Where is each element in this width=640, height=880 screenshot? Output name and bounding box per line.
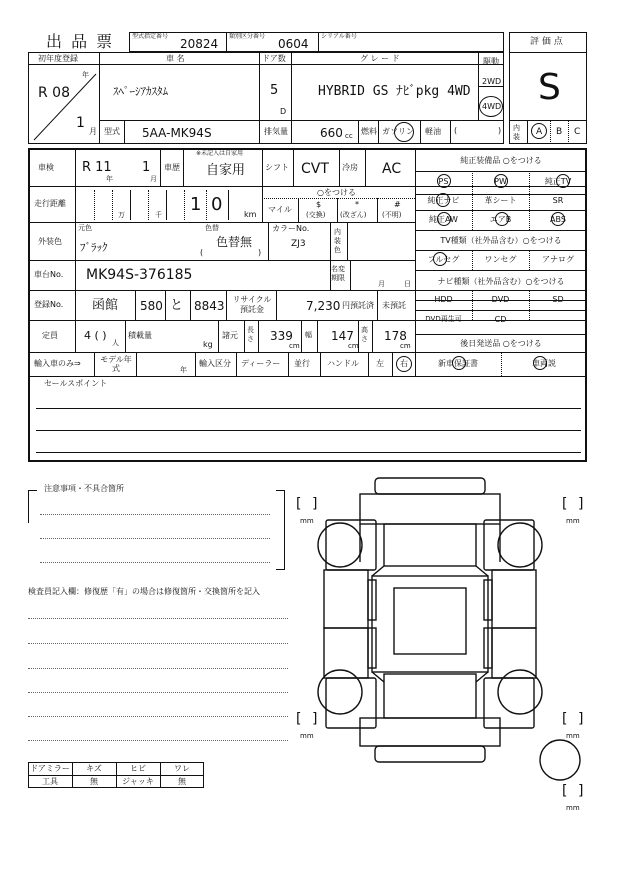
capacity-label: 定員 [42,331,58,340]
inspection-label: 車検 [38,163,54,172]
dim-label: 諸元 [222,331,238,340]
tire-fr-unit: mm [566,517,580,525]
length-value: 339 [270,329,293,343]
right-circle [396,356,412,372]
tire-fr-open: [ [562,496,568,512]
tamper-label: (改ざん) [340,211,367,219]
ac-label: 冷房 [342,163,358,172]
model-value: 5AA-MK94S [142,126,212,140]
history-label: 車歴 [164,163,180,172]
later-warranty-circle [452,356,466,370]
first-reg-label: 初年度登録 [38,54,78,63]
color-no-value: ZJ3 [291,239,306,249]
auth-number-label: 型式指定番号 [132,33,169,40]
import-label: 輸入車のみ⇒ [34,359,81,368]
mileage-unit: km [244,210,257,219]
tire-rr-unit: mm [566,732,580,740]
height-label: 高さ [361,326,368,343]
exchange-label: (交換) [306,211,326,219]
interior-b: B [556,127,563,137]
mileage-digit-2: 0 [211,194,223,215]
paren-open: ( [454,126,458,135]
mileage-sen: 千 [155,211,162,219]
drive-4wd-circle [479,96,503,117]
equip-ps-circle [437,174,451,188]
name-change-day: 日 [404,280,411,288]
navi-hdd: HDD [434,295,453,304]
interior-label: 内装 [513,124,520,141]
mileage-digit-1: 1 [190,194,202,215]
equip-tv-circle [556,174,570,188]
score-value: S [538,67,561,108]
mileage-man: 万 [118,211,125,219]
dealer-label: ディーラー [241,359,281,368]
tire-rr-open: [ [562,711,568,727]
mileage-circle-note: ○をつける [317,188,356,197]
recycle-value: 7,230 [306,299,341,313]
history-note: ※未記入は自家用 [196,150,244,157]
equip-genuine-aw: 純正AW [429,215,458,224]
first-reg-year-unit: 年 [82,71,89,79]
legend-scratch: キズ [86,764,102,773]
vin-value: MK94S-376185 [86,267,193,283]
length-unit: cm [289,342,300,350]
later-header: 後日発送品 ○をつける [460,339,542,348]
drive-4wd: 4WD [482,102,502,111]
paren-close: ) [498,126,502,135]
equip-abs: ABS [550,215,566,224]
serial-number-label: シリアル番号 [321,33,357,40]
exchange-symbol: $ [316,200,322,209]
import-class-label: 輸入区分 [199,359,231,368]
inspection-month-unit: 月 [150,175,157,183]
navi-sd: SD [552,295,564,304]
equip-sr: SR [552,196,564,205]
interior-a-circle [531,123,547,139]
navi-dvd-play: DVD再生可 [425,315,462,323]
plate-number: 8843 [194,299,225,313]
class-number-value: 0604 [278,37,309,51]
equip-abs-circle [551,212,565,226]
navi-header: ナビ種類（社外品含む）○をつける [437,277,565,286]
name-change-label: 名変期限 [331,265,345,282]
legend-jack: ジャッキ [122,777,154,786]
grade-label: グ レ ー ド [360,54,400,63]
score-label: 評 価 点 [530,37,563,47]
model-label: 型式 [104,127,120,136]
inspector-label: 検査員記入欄：修復歴「有」の場合は修復箇所・交換箇所を記入 [28,587,260,596]
load-label: 積載量 [128,331,152,340]
color-change-paren-close: ) [258,248,262,257]
parallel-label: 並行 [294,359,310,368]
form-title: 出 品 票 [46,32,115,51]
equip-ps: PS [438,177,449,186]
equip-airbag: エアB [489,215,512,224]
doors-label: ドア数 [262,54,286,63]
tv-fullseg: フルセグ [427,255,460,264]
tv-fullseg-circle [433,252,447,266]
width-unit: cm [348,342,359,350]
equip-genuine-navi: 純正ナビ [427,196,460,205]
genuine-header: 純正装備品 ○をつける [460,156,542,165]
equip-leather: 革シート [484,196,517,205]
mile-label: マイル [268,205,292,214]
car-name-value: ｽﾍﾟｰｼｱｶｽﾀﾑ [113,85,168,98]
exterior-label: 外装色 [38,237,62,246]
grade-value: HYBRID GS ﾅﾋﾞpkg 4WD [318,84,471,99]
fuel-gasoline-circle [394,122,414,142]
capacity-unit: 人 [112,339,119,347]
tire-fl-unit: mm [300,517,314,525]
color-no-label: カラーNo. [272,224,310,233]
doors-value: 5 [270,83,279,98]
fuel-value: ガソリン [382,127,414,136]
left-label: 左 [376,359,384,368]
doors-suffix: D [280,107,287,116]
length-label: 長さ [247,326,254,343]
handle-label: ハンドル [327,359,359,368]
equip-airbag-circle [495,212,509,226]
history-value: 自家用 [206,163,246,178]
plate-class: 580 [140,299,163,313]
tire-fl-close: ] [312,496,318,512]
interior-color-label: 内装色 [334,228,341,254]
color-change-value: 色替無 [216,235,253,249]
color-change-label: 色替 [205,224,219,232]
legend-jack-value: 無 [178,777,186,786]
inspection-month: 1 [142,160,151,175]
ac-value: AC [382,161,402,177]
tire-spare-open: [ [562,783,568,799]
inspection-year: R 11 [82,160,112,175]
legend-door-mirror: ドアミラー [30,764,70,773]
fuel-label: 燃料 [361,127,377,136]
plate-area: 函館 [92,298,119,313]
caution-label: 注意事項・不具合箇所 [44,484,124,493]
drive-label: 駆動 [483,57,499,66]
original-color-value: ﾌﾞﾗｯｸ [80,241,108,254]
navi-dvd: DVD [491,295,510,304]
legend-break: ワレ [174,764,190,773]
plate-kana: と [170,298,184,313]
model-year-label: モデル年式 [100,355,132,373]
tire-rl-open: [ [296,711,302,727]
tire-rl-unit: mm [300,732,314,740]
car-name-label: 車 名 [166,54,185,63]
tire-rl-close: ] [312,711,318,727]
recycle-label: リサイクル預託金 [232,295,272,314]
width-value: 147 [331,329,354,343]
shift-label: シフト [265,163,289,172]
capacity-value: 4 ( ) [84,329,107,342]
tamper-symbol: * [355,200,359,209]
unknown-label: (不明) [382,211,402,219]
sales-points-label: セールスポイント [44,379,108,388]
unknown-symbol: # [394,200,401,209]
first-reg-month: 1 [76,115,85,131]
equip-aw-circle [437,212,451,226]
load-unit: kg [203,340,213,349]
legend-tools: 工具 [42,777,58,786]
tire-fr-close: ] [578,496,584,512]
displacement-unit: cc [345,132,353,140]
original-color-label: 元色 [78,224,92,232]
recycle-unpaid: 未預託 [382,301,406,310]
car-diagram [300,470,590,770]
displacement-label: 排気量 [264,127,288,136]
auth-number-value: 20824 [180,37,219,51]
equip-pw-circle [494,174,508,188]
class-number-label: 類別区分番号 [229,33,266,40]
later-manual: 車両説 [532,359,556,368]
shift-value: CVT [301,161,329,177]
inspection-year-unit: 年 [106,175,113,183]
mileage-label: 走行距離 [34,199,66,208]
right-label: 右 [400,359,408,368]
tv-header: TV種類（社外品含む）○をつける [440,236,562,245]
navi-cd: CD [494,315,507,324]
tire-fl-open: [ [296,496,302,512]
plate-label: 登録No. [34,300,64,309]
recycle-suffix: 円預託済 [342,301,374,310]
color-change-paren-open: ( [200,248,204,257]
later-warranty: 新車保証書 [438,359,478,368]
equip-pw: PW [494,177,507,186]
first-reg-month-unit: 月 [89,127,97,136]
tv-analog: アナログ [542,255,574,264]
first-reg-year: R 08 [38,85,70,101]
tire-spare-close: ] [578,783,584,799]
model-year-unit: 年 [180,366,187,374]
legend-crack: ヒビ [130,764,146,773]
tire-spare-unit: mm [566,804,580,812]
light-oil-label: 軽油 [425,127,441,136]
displacement-value: 660 [320,126,343,140]
later-manual-circle [533,356,547,370]
tv-oneseg: ワンセグ [484,255,517,264]
drive-2wd: 2WD [482,77,502,86]
interior-c: C [574,127,581,137]
equip-navi-circle [436,193,450,207]
vin-label: 車台No. [34,270,64,279]
equip-genuine-tv: 純正TV [544,177,572,186]
tire-rr-close: ] [578,711,584,727]
interior-a: A [536,127,543,137]
width-label: 幅 [305,331,312,339]
name-change-month: 月 [378,280,385,288]
height-unit: cm [400,342,411,350]
height-value: 178 [384,329,407,343]
legend-tools-value: 無 [90,777,98,786]
